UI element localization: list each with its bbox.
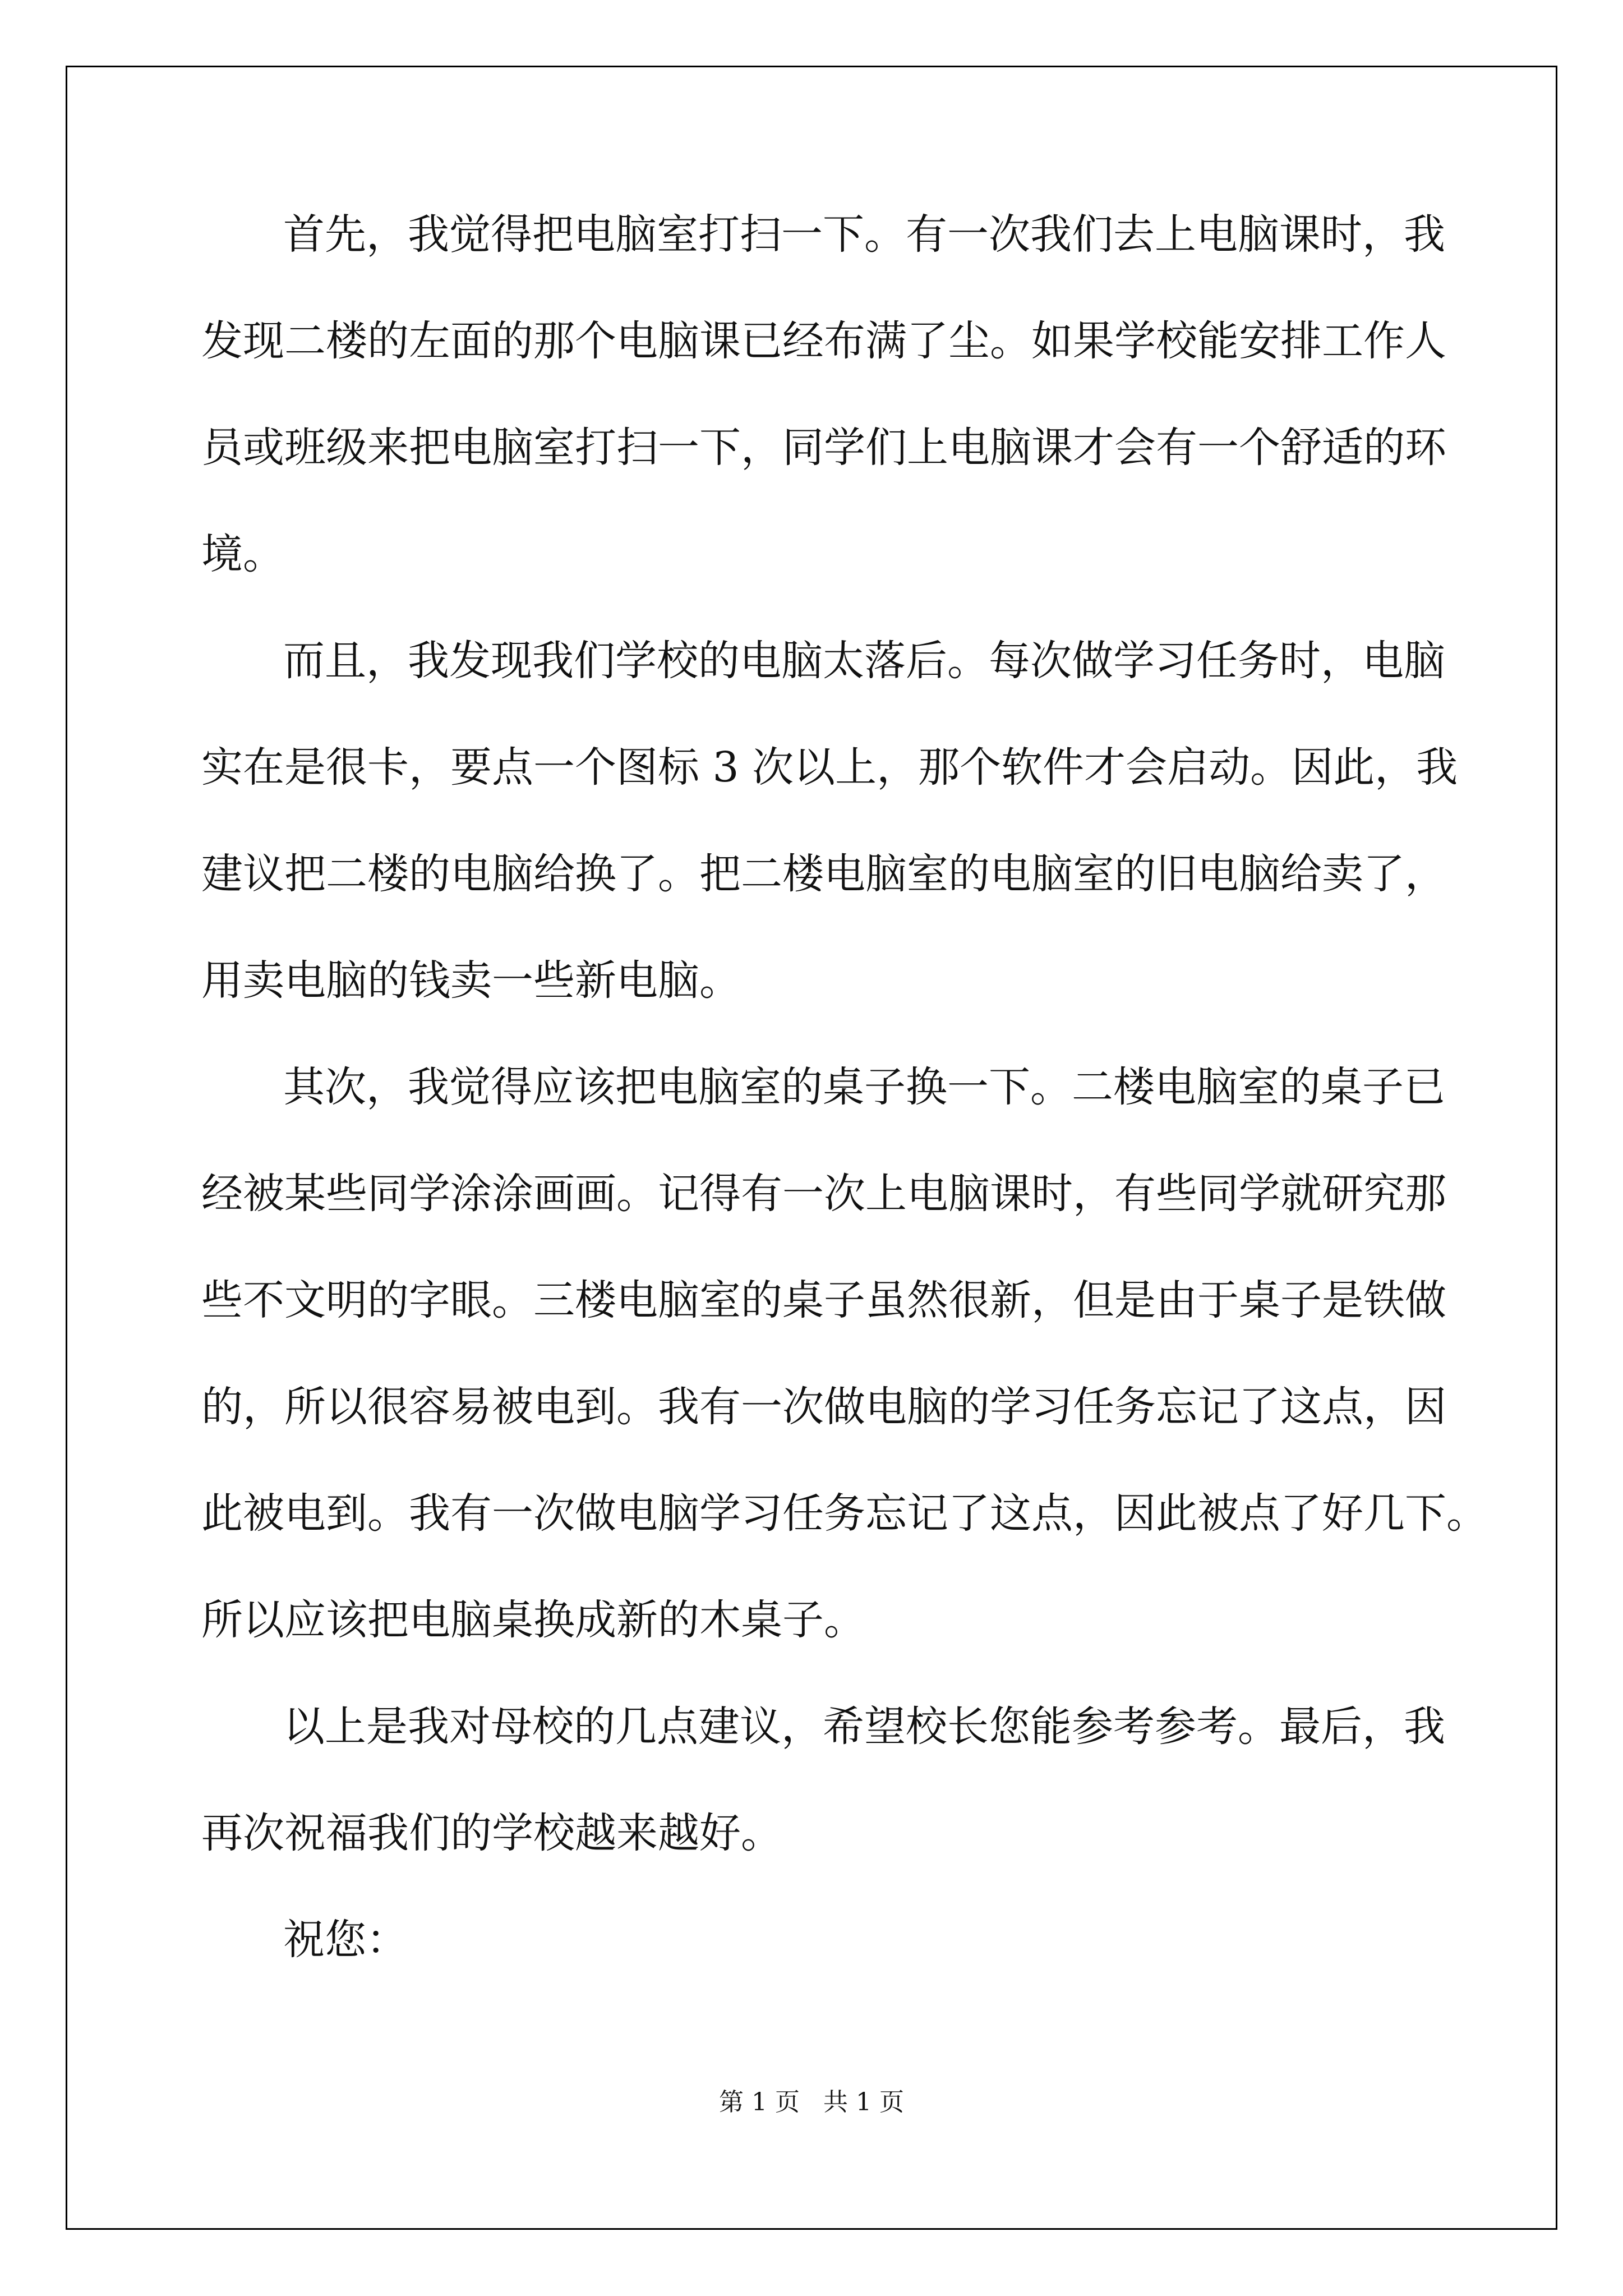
paragraph-2 (201, 633, 1458, 1059)
paragraph-1 (201, 206, 1458, 633)
text-line: 其次，我觉得应该把电脑室的桌子换一下。二楼电脑室的桌子已 (283, 1063, 1445, 1111)
text-line: 建议把二楼的电脑给换了。把二楼电脑室的电脑室的旧电脑给卖了， (201, 850, 1446, 898)
page-footer: 第 1 页 共 1 页 (719, 2088, 904, 2116)
text-line: 所以应该把电脑桌换成新的木桌子。 (201, 1596, 865, 1644)
text-line: 以上是我对母校的几点建议，希望校长您能参考参考。最后，我 (283, 1703, 1445, 1751)
text-line: 境。 (201, 530, 284, 578)
closing-salutation: 祝您： (283, 1916, 408, 1964)
text-line: 首先，我觉得把电脑室打扫一下。有一次我们去上电脑课时，我 (283, 210, 1445, 259)
paragraph-4 (201, 1699, 1458, 1912)
text-line: 员或班级来把电脑室打扫一下，同学们上电脑课才会有一个舒适的环 (201, 424, 1446, 472)
text-line: 实在是很卡，要点一个图标 3 次以上，那个软件才会启动。因此，我 (201, 743, 1458, 792)
text-line: 而且，我发现我们学校的电脑太落后。每次做学习任务时，电脑 (283, 637, 1445, 685)
text-line: 再次祝福我们的学校越来越好。 (201, 1809, 782, 1857)
text-line: 经被某些同学涂涂画画。记得有一次上电脑课时，有些同学就研究那 (201, 1170, 1446, 1218)
paragraph-5 (201, 1912, 1458, 2018)
text-line: 此被电到。我有一次做电脑学习任务忘记了这点，因此被点了好几下。 (201, 1489, 1488, 1538)
paragraph-3 (201, 1059, 1488, 1699)
text-line: 的，所以很容易被电到。我有一次做电脑的学习任务忘记了这点，因 (201, 1383, 1446, 1431)
document-body (201, 206, 1488, 2018)
text-line: 些不文明的字眼。三楼电脑室的桌子虽然很新，但是由于桌子是铁做 (201, 1276, 1446, 1324)
text-line: 用卖电脑的钱卖一些新电脑。 (201, 956, 741, 1005)
text-line: 发现二楼的左面的那个电脑课已经布满了尘。如果学校能安排工作人 (201, 317, 1446, 365)
